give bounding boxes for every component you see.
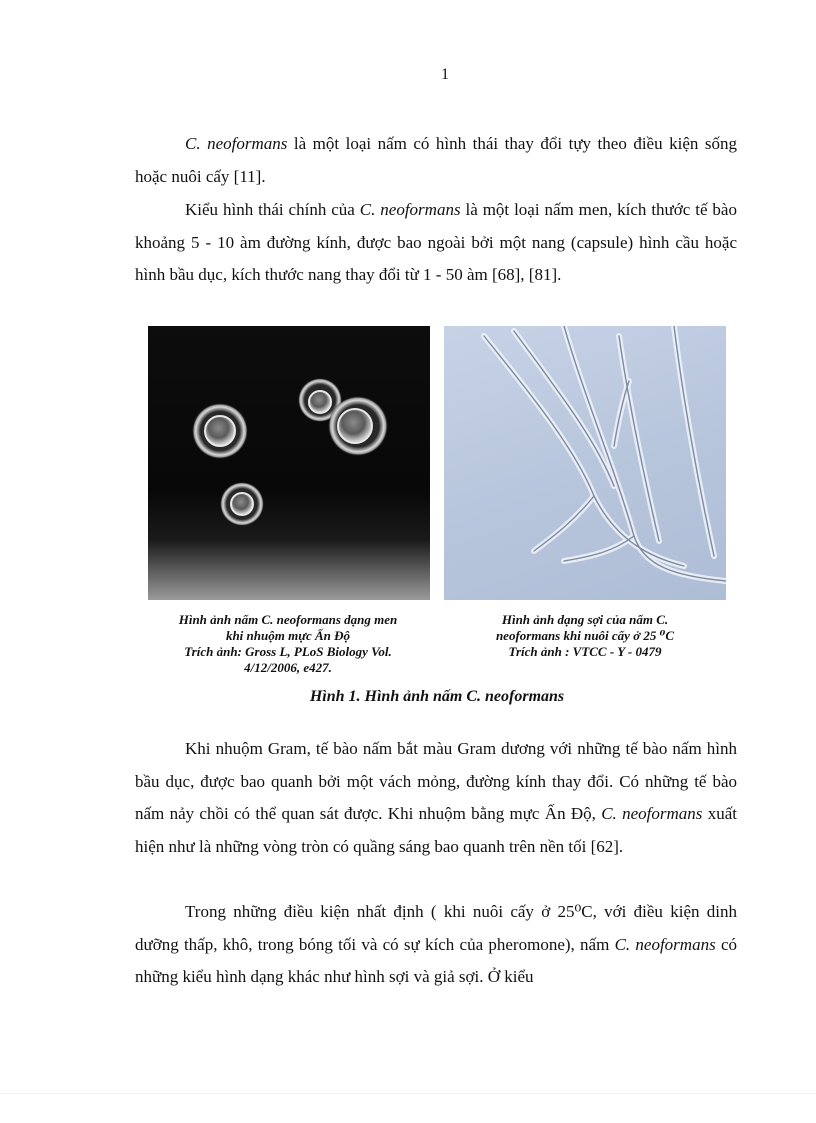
caption-line: Trích ảnh: Gross L, PLoS Biology Vol.	[184, 644, 392, 659]
yeast-cell	[328, 396, 388, 456]
figure-title: Hình 1. Hình ảnh nấm C. neoformans	[309, 688, 565, 705]
species-name: C. neoformans	[614, 934, 716, 954]
paragraph-3-text-b: xuất hiện như là những vòng tròn có quầng sáng bao quanh trên nền tối [62].	[135, 804, 737, 856]
yeast-cell	[220, 482, 264, 526]
hyphae-highlights	[484, 326, 726, 581]
right-figure-caption	[444, 612, 726, 660]
page-number: 1	[441, 66, 449, 83]
caption-line: 4/12/2006, e427.	[244, 660, 332, 675]
paragraph-4-text-a: Trong những điều kiện nhất định ( khi nuôi cấy ở 25⁰C, với điều kiện dinh dưỡng thấp, khô, trong bóng tối và có sự kích của pheromone), nấm	[135, 902, 737, 954]
yeast-cell	[192, 403, 248, 459]
left-figure-caption	[146, 612, 430, 676]
paragraph-3-text-a: Khi nhuộm Gram, tế bào nấm bắt màu Gram dương với những tế bào nấm hình bầu dục, được bao quanh bởi một vách mỏng, đường kính thay đổi. Có những tế bào nấm nảy chồi có thể quan sát được. Khi nhuộm bằng mực Ấn Độ,	[135, 739, 737, 823]
caption-line: Hình ảnh nấm C. neoformans dạng men	[178, 612, 398, 627]
species-name: C. neoformans	[185, 134, 288, 153]
page-bottom-divider	[0, 1093, 816, 1094]
hyphae-micrograph	[444, 326, 726, 600]
caption-line: Trích ảnh : VTCC - Y - 0479	[508, 644, 662, 659]
paragraph-2-text-b: là một loại nấm men, kích thước tế bào khoảng 5 - 10 àm đường kính, được bao ngoài bởi một nang (capsule) hình cầu hoặc hình bầu dục, kích thước nang thay đổi từ 1 - 50 àm [68], [81].	[135, 200, 737, 284]
caption-line: Hình ảnh dạng sợi của nấm C.	[501, 612, 669, 627]
paragraph-2	[135, 194, 737, 292]
hyphae-illustration	[444, 326, 726, 600]
paragraph-1	[135, 128, 737, 193]
paragraph-4	[135, 896, 737, 994]
paragraph-2-text-a: Kiểu hình thái chính của	[185, 200, 360, 219]
species-name: C. neoformans	[601, 804, 703, 823]
paragraph-4-text-b: có những kiểu hình dạng khác như hình sợi và giả sợi. Ở kiểu	[135, 934, 737, 986]
paragraph-1-text: là một loại nấm có hình thái thay đổi tựy theo điều kiện sống hoặc nuôi cấy [11].	[135, 134, 737, 186]
caption-line: khi nhuộm mực Ấn Độ	[225, 628, 351, 643]
paragraph-3	[135, 733, 737, 863]
species-name: C. neoformans	[359, 200, 461, 219]
caption-line: neoformans khi nuôi cấy ở 25 ⁰C	[495, 628, 675, 643]
yeast-cells-illustration	[148, 326, 430, 600]
yeast-micrograph	[148, 326, 430, 600]
